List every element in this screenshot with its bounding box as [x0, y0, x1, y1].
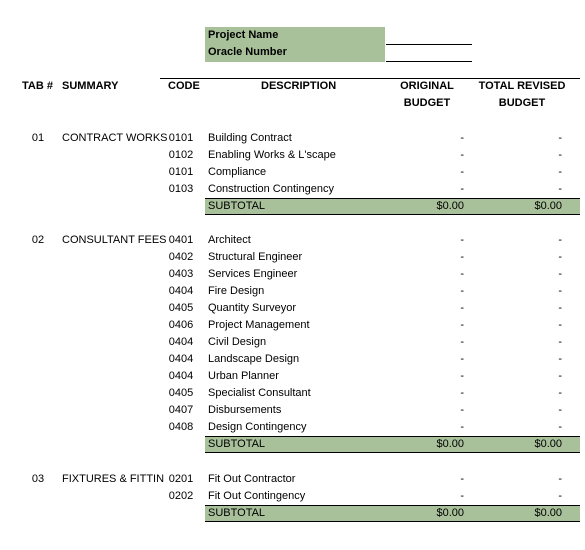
item-total-revised-budget[interactable]: -: [558, 302, 562, 314]
item-description: Quantity Surveyor: [208, 302, 297, 314]
item-original-budget[interactable]: -: [460, 421, 464, 433]
section-tab: 02: [31, 234, 45, 246]
item-code: 0407: [168, 404, 194, 416]
item-code: 0403: [168, 268, 194, 280]
section-summary: FIXTURES & FITTIN: [62, 473, 165, 485]
subtotal-original: $0.00: [436, 438, 464, 450]
item-description: Design Contingency: [208, 421, 307, 433]
item-original-budget[interactable]: -: [460, 149, 464, 161]
item-description: Fit Out Contractor: [208, 473, 296, 485]
item-original-budget[interactable]: -: [460, 370, 464, 382]
item-code: 0202: [168, 490, 194, 502]
subtotal-total: $0.00: [534, 507, 562, 519]
item-description: Building Contract: [208, 132, 292, 144]
item-total-revised-budget[interactable]: -: [558, 183, 562, 195]
item-original-budget[interactable]: -: [460, 353, 464, 365]
item-description: Fire Design: [208, 285, 265, 297]
item-code: 0404: [168, 336, 194, 348]
item-description: Architect: [208, 234, 251, 246]
item-total-revised-budget[interactable]: -: [558, 421, 562, 433]
subtotal-label: SUBTOTAL: [208, 438, 266, 450]
item-total-revised-budget[interactable]: -: [558, 149, 562, 161]
item-original-budget[interactable]: -: [460, 268, 464, 280]
item-description: Construction Contingency: [208, 183, 334, 195]
header-summary: SUMMARY: [62, 80, 119, 92]
subtotal-original: $0.00: [436, 200, 464, 212]
item-description: Landscape Design: [208, 353, 300, 365]
header-tab: TAB #: [22, 80, 53, 92]
subtotal-total: $0.00: [534, 438, 562, 450]
item-original-budget[interactable]: -: [460, 387, 464, 399]
item-total-revised-budget[interactable]: -: [558, 490, 562, 502]
header-description: DESCRIPTION: [261, 80, 337, 92]
item-total-revised-budget[interactable]: -: [558, 336, 562, 348]
item-original-budget[interactable]: -: [460, 132, 464, 144]
item-original-budget[interactable]: -: [460, 302, 464, 314]
oracle-number-field[interactable]: [386, 61, 472, 62]
item-original-budget[interactable]: -: [460, 166, 464, 178]
subtotal-original: $0.00: [436, 507, 464, 519]
item-code: 0404: [168, 285, 194, 297]
oracle-number-label: Oracle Number: [208, 46, 287, 58]
header-total-2: BUDGET: [498, 97, 546, 109]
header-original-1: ORIGINAL: [400, 80, 454, 92]
section-tab: 01: [31, 132, 45, 144]
subtotal-label: SUBTOTAL: [208, 200, 266, 212]
item-total-revised-budget[interactable]: -: [558, 251, 562, 263]
item-code: 0103: [168, 183, 194, 195]
section-summary: CONTRACT WORKS: [62, 132, 168, 144]
section-summary: CONSULTANT FEES: [62, 234, 167, 246]
item-original-budget[interactable]: -: [460, 336, 464, 348]
item-code: 0404: [168, 370, 194, 382]
item-original-budget[interactable]: -: [460, 319, 464, 331]
item-original-budget[interactable]: -: [460, 473, 464, 485]
item-description: Civil Design: [208, 336, 267, 348]
item-code: 0102: [168, 149, 194, 161]
item-code: 0408: [168, 421, 194, 433]
item-total-revised-budget[interactable]: -: [558, 166, 562, 178]
item-description: Fit Out Contingency: [208, 490, 306, 502]
item-code: 0405: [168, 387, 194, 399]
item-description: Project Management: [208, 319, 310, 331]
item-description: Enabling Works & L'scape: [208, 149, 336, 161]
item-description: Structural Engineer: [208, 251, 303, 263]
section-tab: 03: [31, 473, 45, 485]
item-code: 0101: [168, 166, 194, 178]
item-total-revised-budget[interactable]: -: [558, 132, 562, 144]
item-original-budget[interactable]: -: [460, 183, 464, 195]
item-description: Urban Planner: [208, 370, 279, 382]
project-name-field[interactable]: [386, 44, 472, 45]
item-original-budget[interactable]: -: [460, 234, 464, 246]
item-total-revised-budget[interactable]: -: [558, 370, 562, 382]
item-description: Services Engineer: [208, 268, 298, 280]
item-code: 0405: [168, 302, 194, 314]
item-code: 0201: [168, 473, 194, 485]
item-total-revised-budget[interactable]: -: [558, 473, 562, 485]
item-original-budget[interactable]: -: [460, 251, 464, 263]
item-total-revised-budget[interactable]: -: [558, 268, 562, 280]
item-total-revised-budget[interactable]: -: [558, 319, 562, 331]
item-description: Disbursements: [208, 404, 282, 416]
header-code: CODE: [168, 80, 200, 92]
subtotal-label: SUBTOTAL: [208, 507, 266, 519]
item-description: Compliance: [208, 166, 267, 178]
header-total-1: TOTAL REVISED: [478, 80, 566, 92]
item-total-revised-budget[interactable]: -: [558, 387, 562, 399]
item-total-revised-budget[interactable]: -: [558, 353, 562, 365]
item-code: 0404: [168, 353, 194, 365]
item-total-revised-budget[interactable]: -: [558, 234, 562, 246]
item-total-revised-budget[interactable]: -: [558, 285, 562, 297]
item-code: 0101: [168, 132, 194, 144]
item-code: 0406: [168, 319, 194, 331]
project-name-label: Project Name: [208, 29, 279, 41]
header-rule: [160, 78, 580, 79]
item-code: 0402: [168, 251, 194, 263]
item-description: Specialist Consultant: [208, 387, 311, 399]
item-total-revised-budget[interactable]: -: [558, 404, 562, 416]
item-original-budget[interactable]: -: [460, 404, 464, 416]
subtotal-total: $0.00: [534, 200, 562, 212]
item-original-budget[interactable]: -: [460, 285, 464, 297]
header-original-2: BUDGET: [403, 97, 451, 109]
item-code: 0401: [168, 234, 194, 246]
item-original-budget[interactable]: -: [460, 490, 464, 502]
